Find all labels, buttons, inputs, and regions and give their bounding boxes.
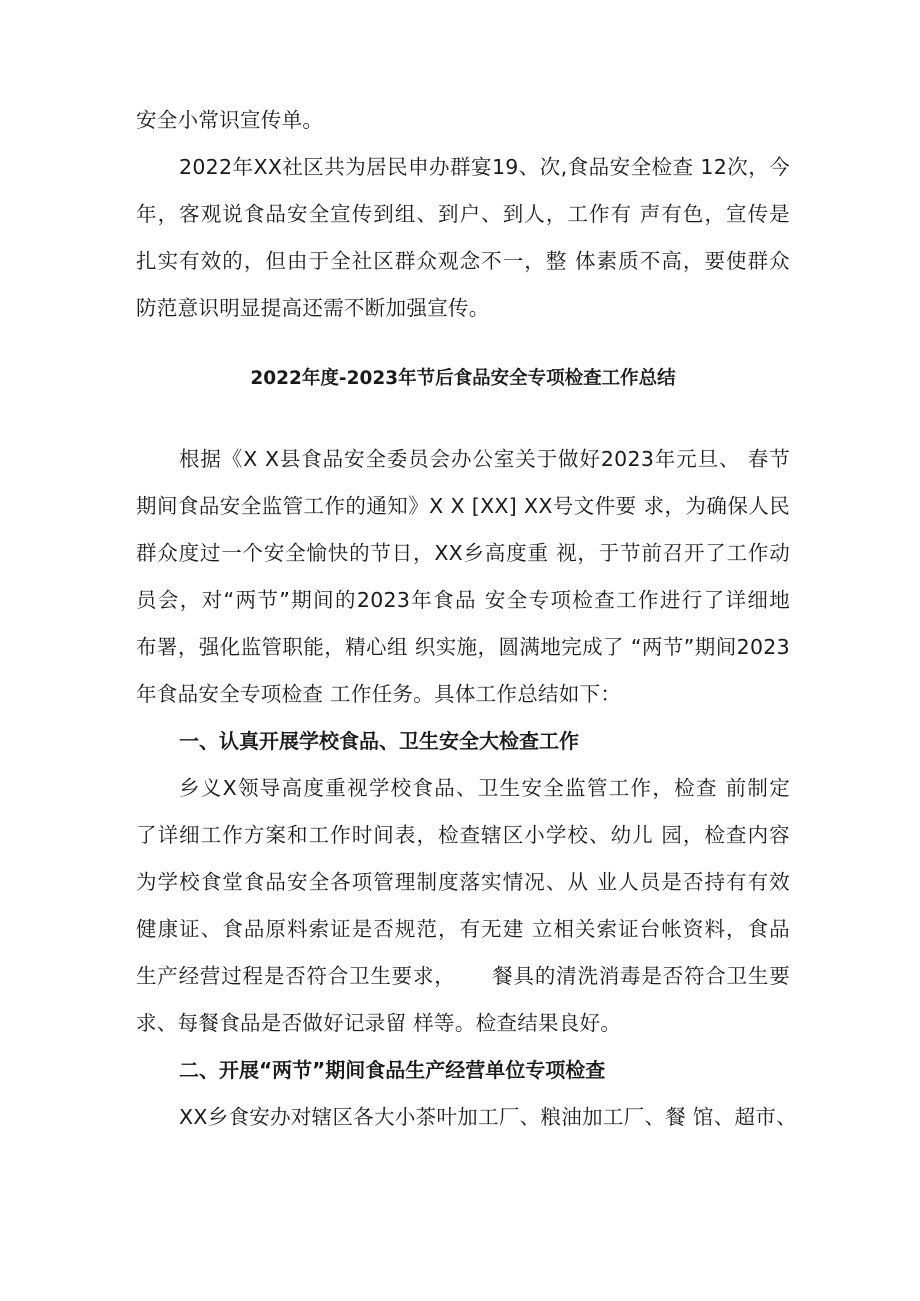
document-page xyxy=(136,108,797,1130)
text-line: 健康证、食品原料索证是否规范，有无建 立相关索证台帐资料，食品 xyxy=(136,917,790,941)
paragraph-introduction xyxy=(136,447,790,707)
text-line: 员会，对“两节”期间的2023年食品 安全专项检查工作进行了详细地 xyxy=(136,588,790,612)
paragraph-school-inspection xyxy=(136,776,790,1036)
text-line: 防范意识明显提高还需不断加强宣传。 xyxy=(136,296,490,320)
text-line: 生产经营过程是否符合卫生要求， 餐具的清洗消毒是否符合卫生要 xyxy=(136,964,790,988)
text-line: 布署，强化监管职能，精心组 织实施，圆满地完成了 “两节”期间2023 xyxy=(136,635,790,659)
text-line: 安全小常识宣传单。 xyxy=(136,108,324,132)
text-line: 期间食品安全监管工作的通知》X X [XX] XX号文件要 求，为确保人民 xyxy=(136,494,790,518)
text-line: 群众度过一个安全愉快的节日，XX乡高度重 视，于节前召开了工作动 xyxy=(136,541,790,565)
text-line: 扎实有效的，但由于全社区群众观念不一，整 体素质不高，要使群众 xyxy=(136,249,790,273)
text-line: 乡义X领导高度重视学校食品、卫生安全监管工作，检查 前制定 xyxy=(179,776,790,800)
document-title: 2022年度-2023年节后食品安全专项检查工作总结 xyxy=(250,368,676,389)
paragraph-community-summary xyxy=(136,155,790,321)
text-line: 年食品安全专项检查 工作任务。具体工作总结如下： xyxy=(136,682,622,706)
text-line: 为学校食堂食品安全各项管理制度落实情况、从 业人员是否持有有效 xyxy=(136,870,790,894)
text-line: 年，客观说食品安全宣传到组、到户、到人，工作有 声有色，宣传是 xyxy=(136,202,790,226)
section-heading-2: 二、开展“两节”期间食品生产经营单位专项检查 xyxy=(179,1058,606,1082)
text-line: 了详细工作方案和工作时间表，检查辖区小学校、幼儿 园，检查内容 xyxy=(136,823,790,847)
text-line: XX乡食安办对辖区各大小茶叶加工厂、粮油加工厂、餐 馆、超市、 xyxy=(179,1105,797,1129)
section-heading-1: 一、认真开展学校食品、卫生安全大检查工作 xyxy=(179,729,579,753)
paragraph-business-inspection xyxy=(136,1105,797,1130)
paragraph-continuation xyxy=(136,108,790,133)
text-line: 根据《X X县食品安全委员会办公室关于做好2023年元旦、 春节 xyxy=(179,447,790,471)
text-line: 求、每餐食品是否做好记录留 样等。检查结果良好。 xyxy=(136,1011,622,1035)
text-line: 2022年XX社区共为居民申办群宴19、次,食品安全检查 12次，今 xyxy=(179,155,790,179)
